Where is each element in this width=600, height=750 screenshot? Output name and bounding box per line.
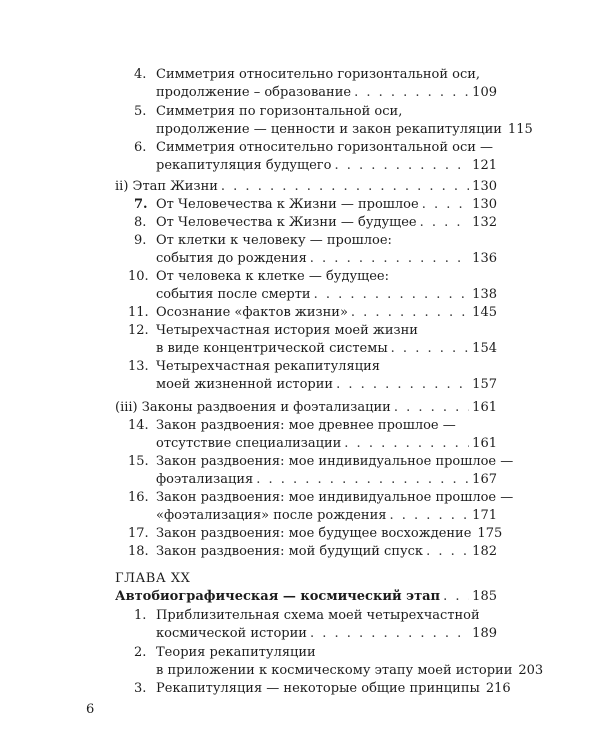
dot-leader xyxy=(336,376,469,394)
entry-number: 8. xyxy=(134,215,147,230)
dot-leader xyxy=(389,507,469,525)
entry-number: 14. xyxy=(128,418,149,433)
dot-leader xyxy=(221,178,469,196)
entry-title: моей жизненной истории xyxy=(156,377,334,392)
page-number: 175 xyxy=(477,526,503,541)
page-number: 185 xyxy=(472,589,497,604)
toc-entry[interactable] xyxy=(128,268,497,286)
toc-entry[interactable] xyxy=(134,644,497,662)
page-number: 171 xyxy=(472,508,497,523)
toc-entry[interactable] xyxy=(128,489,514,507)
toc-entry[interactable] xyxy=(156,250,497,268)
entry-number: 13. xyxy=(128,359,149,374)
toc-entry[interactable] xyxy=(128,417,497,435)
toc-entry[interactable] xyxy=(134,66,497,84)
entry-title: Симметрия относительно горизонтальной оси — xyxy=(156,140,494,155)
page-number: 115 xyxy=(507,122,533,137)
entry-title: От Человечества к Жизни — прошлое xyxy=(156,197,419,212)
entry-title: Симметрия по горизонтальной оси, xyxy=(156,104,403,119)
entry-number: 17. xyxy=(128,526,149,541)
page-number: 136 xyxy=(472,251,497,266)
entry-title: события до рождения xyxy=(156,251,307,266)
entry-number: 4. xyxy=(134,67,147,82)
entry-title: продолжение — ценности и закон рекапитуляции xyxy=(156,122,502,137)
page-number: 161 xyxy=(472,400,497,415)
entry-title: в приложении к космическому этапу моей истории xyxy=(156,663,513,678)
entry-title: продолжение – образование xyxy=(156,85,352,100)
entry-number: 3. xyxy=(134,681,147,696)
page-number: 138 xyxy=(472,287,497,302)
page-number: 203 xyxy=(518,663,544,678)
entry-number: 1. xyxy=(134,608,147,623)
dot-leader xyxy=(314,286,470,304)
chapter-title-entry[interactable] xyxy=(115,588,497,606)
entry-title: рекапитуляция будущего xyxy=(156,158,332,173)
entry-title: Закон раздвоения: мой будущий спуск xyxy=(156,544,424,559)
dot-leader xyxy=(344,435,469,453)
toc-entry[interactable] xyxy=(156,121,533,139)
page-number: 167 xyxy=(472,472,497,487)
entry-title: Четырехчастная рекапитуляция xyxy=(156,359,380,374)
entry-title: От клетки к человеку — прошлое: xyxy=(156,233,392,248)
section-title: (iii) Законы раздвоения и фоэтализации xyxy=(115,400,391,415)
chapter-label xyxy=(115,570,497,588)
page-number: 157 xyxy=(472,377,497,392)
dot-leader xyxy=(443,588,469,606)
entry-title: Рекапитуляция — некоторые общие принципы xyxy=(156,681,480,696)
toc-entry[interactable] xyxy=(134,196,497,214)
entry-number: 11. xyxy=(128,305,149,320)
dot-leader xyxy=(391,340,470,358)
page-number: 154 xyxy=(472,341,497,356)
page-number: 145 xyxy=(472,305,497,320)
toc-entry[interactable] xyxy=(156,157,497,175)
entry-title: «фоэтализация» после рождения xyxy=(156,508,387,523)
dot-leader xyxy=(394,399,469,417)
toc-entry[interactable] xyxy=(134,139,497,157)
page-folio-number: 6 xyxy=(86,702,95,717)
entry-title: космической истории xyxy=(156,626,307,641)
toc-entry[interactable] xyxy=(134,103,497,121)
page-number: 121 xyxy=(472,158,497,173)
entry-number: 7. xyxy=(134,197,148,212)
chapter-number: ГЛАВА XX xyxy=(115,571,191,586)
toc-entry[interactable] xyxy=(128,358,497,376)
entry-title: отсутствие специализации xyxy=(156,436,342,451)
dot-leader xyxy=(351,304,469,322)
dot-leader xyxy=(310,625,469,643)
entry-number: 10. xyxy=(128,269,149,284)
toc-entry[interactable] xyxy=(134,232,497,250)
entry-number: 6. xyxy=(134,140,147,155)
entry-number: 15. xyxy=(128,454,149,469)
toc-entry[interactable] xyxy=(128,304,497,322)
toc-entry[interactable] xyxy=(128,322,497,340)
entry-title: Симметрия относительно горизонтальной оси, xyxy=(156,67,481,82)
toc-entry[interactable] xyxy=(134,607,497,625)
entry-number: 18. xyxy=(128,544,149,559)
entry-number: 9. xyxy=(134,233,147,248)
toc-entry[interactable] xyxy=(128,525,503,543)
entry-title: Закон раздвоения: мое индивидуальное прошлое — xyxy=(156,490,514,505)
dot-leader xyxy=(334,157,469,175)
toc-entry[interactable] xyxy=(156,625,497,643)
toc-entry[interactable] xyxy=(156,340,497,358)
toc-entry[interactable] xyxy=(156,435,497,453)
entry-title: Четырехчастная история моей жизни xyxy=(156,323,418,338)
dot-leader xyxy=(422,196,469,214)
toc-section-heading[interactable] xyxy=(115,178,497,196)
toc-section-heading[interactable] xyxy=(115,399,497,417)
entry-title: Приблизительная схема моей четырехчастной xyxy=(156,608,480,623)
toc-entry[interactable] xyxy=(128,453,514,471)
entry-title: Закон раздвоения: мое будущее восхождение xyxy=(156,526,472,541)
entry-number: 12. xyxy=(128,323,149,338)
page-number: 182 xyxy=(472,544,497,559)
section-title: ii) Этап Жизни xyxy=(115,179,218,194)
toc-entry[interactable] xyxy=(134,680,511,698)
entry-title: в виде концентрической системы xyxy=(156,341,388,356)
dot-leader xyxy=(426,543,469,561)
dot-leader xyxy=(256,471,469,489)
page-number: 130 xyxy=(472,179,497,194)
entry-title: Теория рекапитуляции xyxy=(156,645,316,660)
toc-entry[interactable] xyxy=(156,84,497,102)
entry-title: От Человечества к Жизни — будущее xyxy=(156,215,417,230)
toc-entry[interactable] xyxy=(156,376,497,394)
entry-number: 2. xyxy=(134,645,147,660)
page-number: 216 xyxy=(485,681,511,696)
entry-title: Осознание «фактов жизни» xyxy=(156,305,348,320)
entry-title: фоэтализация xyxy=(156,472,254,487)
page-number: 132 xyxy=(472,215,497,230)
toc-entry[interactable] xyxy=(156,471,497,489)
dot-leader xyxy=(354,84,469,102)
toc-entry[interactable] xyxy=(156,507,497,525)
entry-title: Закон раздвоения: мое древнее прошлое — xyxy=(156,418,456,433)
page-number: 189 xyxy=(472,626,497,641)
entry-number: 16. xyxy=(128,490,149,505)
page-number: 109 xyxy=(472,85,497,100)
toc-entry[interactable] xyxy=(134,214,497,232)
toc-entry[interactable] xyxy=(156,662,544,680)
entry-title: Закон раздвоения: мое индивидуальное прошлое — xyxy=(156,454,514,469)
page-number: 130 xyxy=(472,197,497,212)
toc-entry[interactable] xyxy=(128,543,497,561)
dot-leader xyxy=(420,214,470,232)
toc-entry[interactable] xyxy=(156,286,497,304)
entry-title: события после смерти xyxy=(156,287,311,302)
entry-title: От человека к клетке — будущее: xyxy=(156,269,389,284)
chapter-title: Автобиографическая — космический этап xyxy=(115,589,441,604)
dot-leader xyxy=(310,250,469,268)
page-number: 161 xyxy=(472,436,497,451)
entry-number: 5. xyxy=(134,104,147,119)
